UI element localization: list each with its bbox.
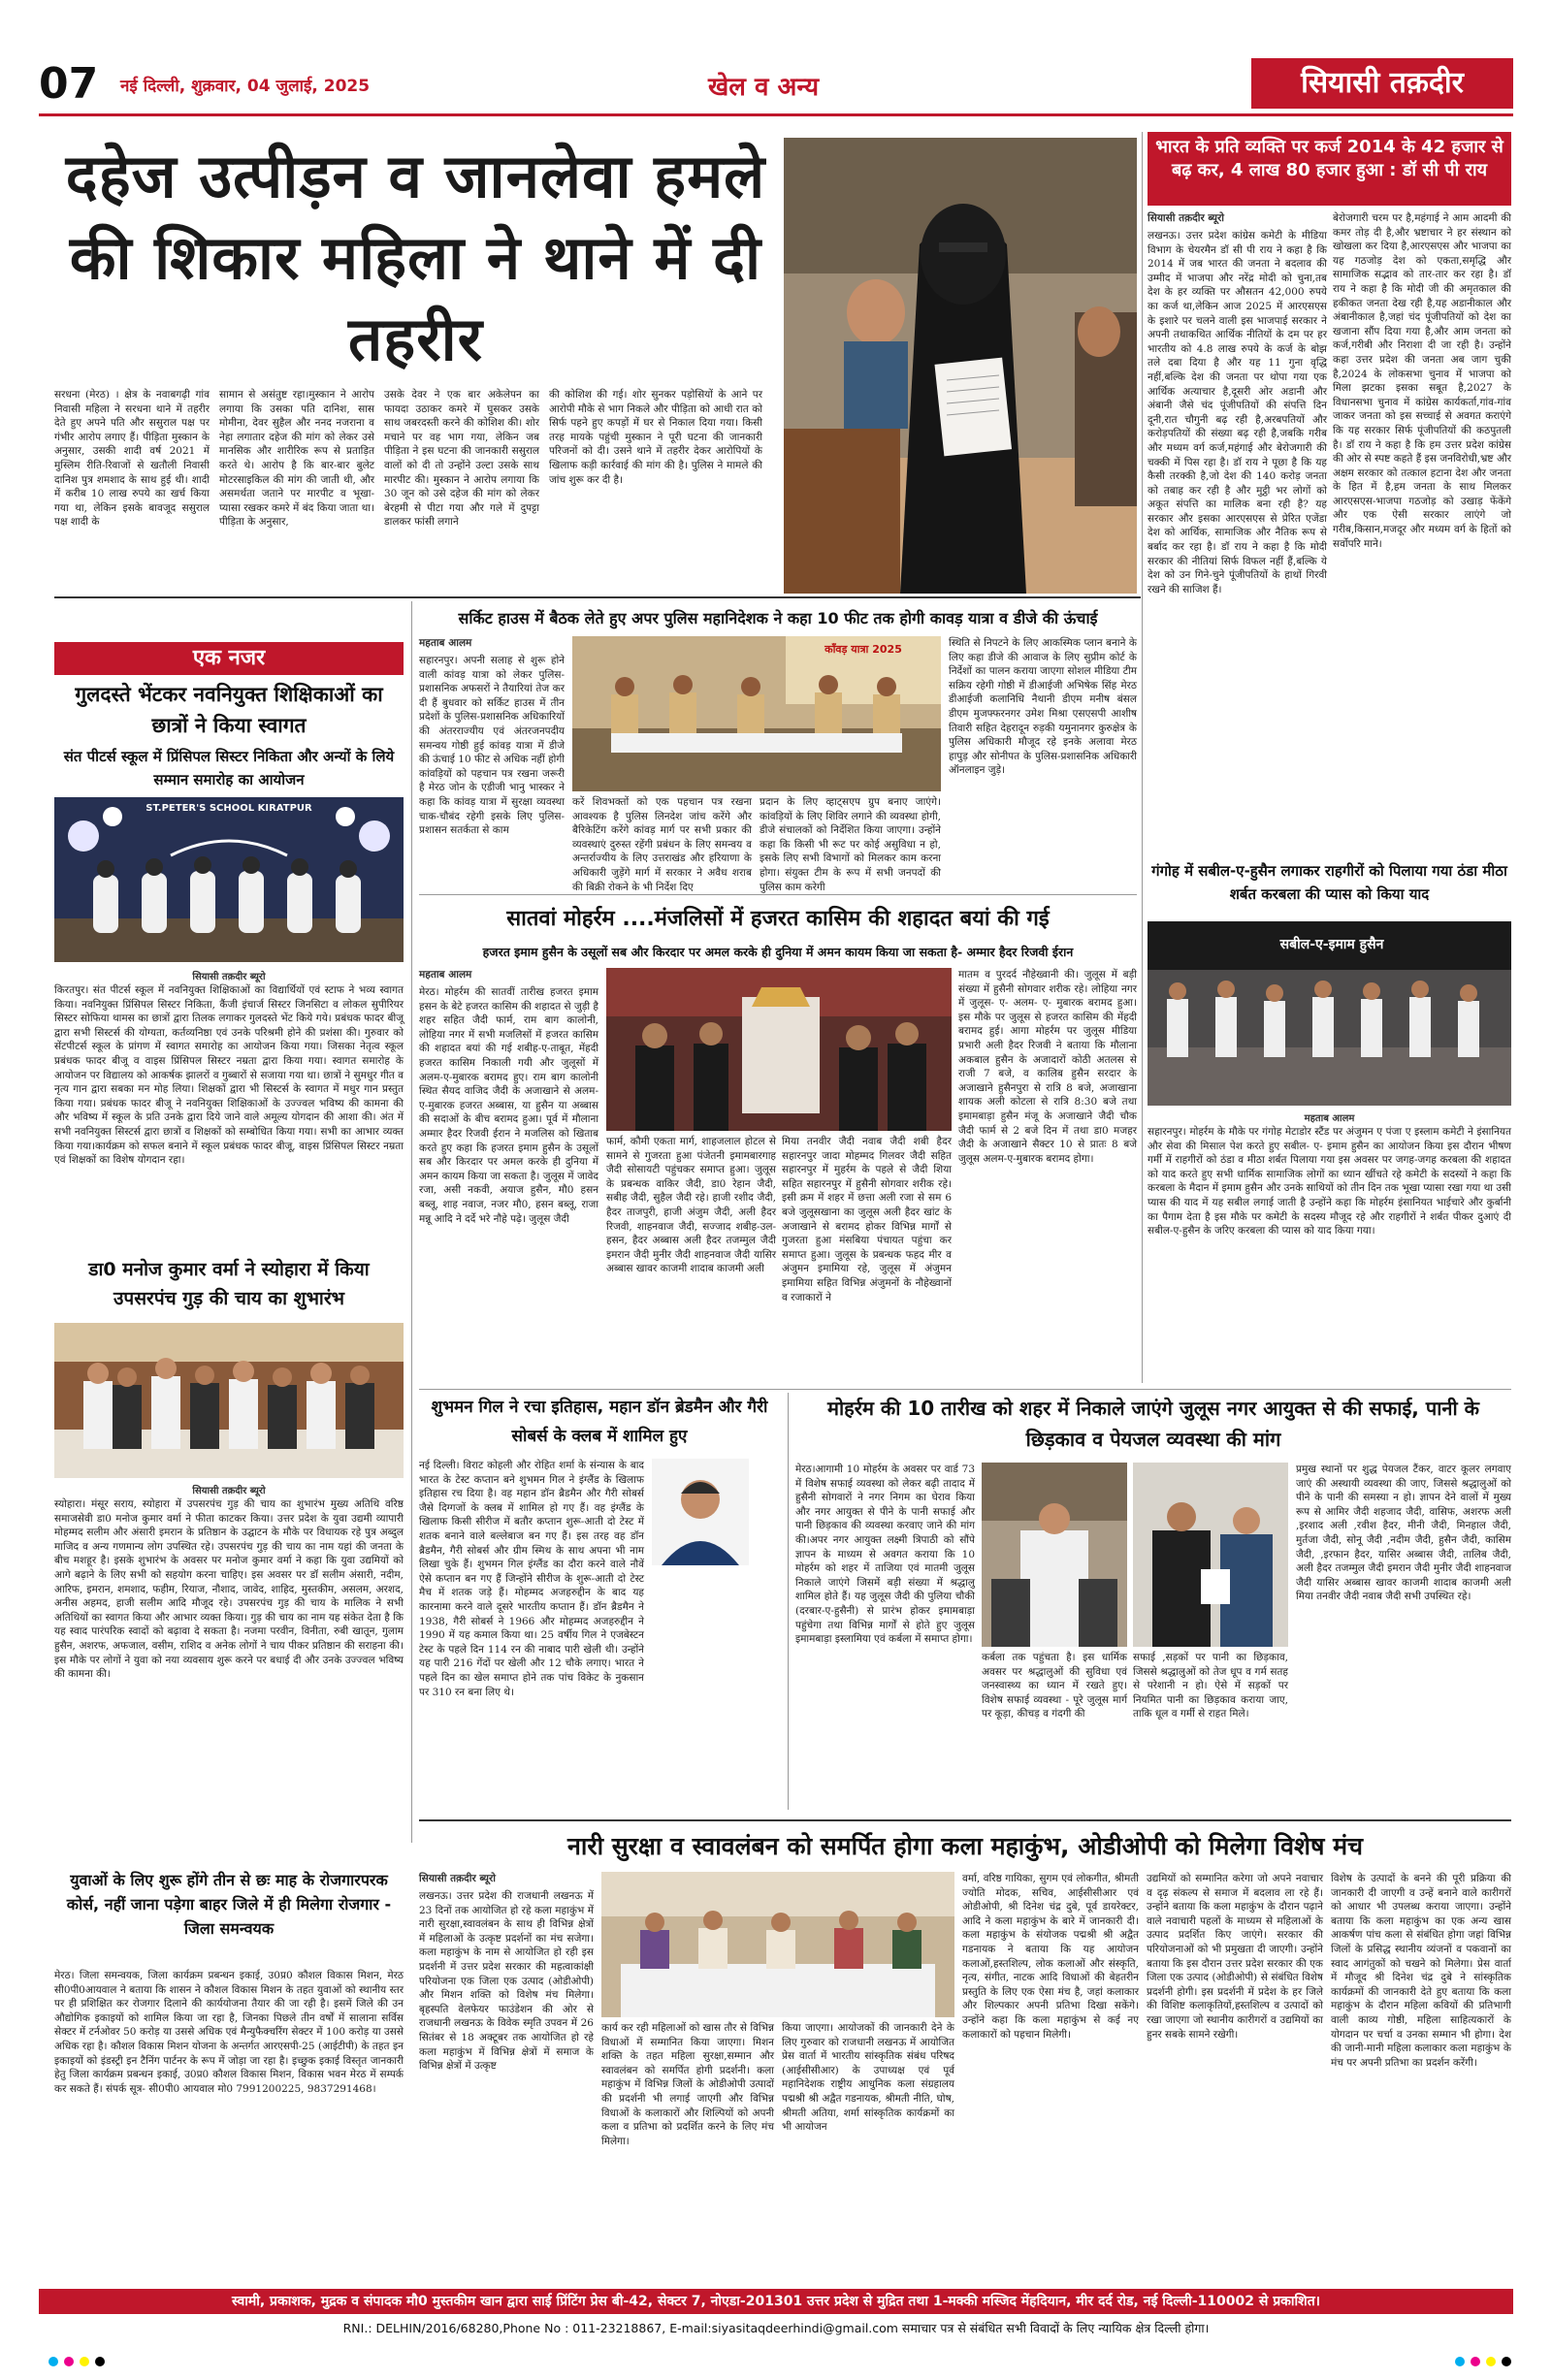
- mahakumbh-photo: [601, 1872, 954, 2017]
- mahakumbh-photo-scene: [601, 1872, 954, 2017]
- gill-body-cont: [419, 1569, 780, 1765]
- section-title: खेल व अन्य: [708, 73, 820, 102]
- teachers-photo: [54, 797, 404, 962]
- kanwar-body-c: प्रदान के लिए व्हाट्सएप ग्रुप बनाए जाएंगे। कांवड़ियों के लिए शिविर लगाने की व्यवस्था होगी, डीजे संचालकों को निर्देशित किया जाएगा। उन्होंने कहा कि किसी भी रूट पर कोई असुविधा न हो, इसके लिए सभी विभागों को मिलकर काम करना होगा। संयुक्त टीम के रूप में सभी जनपदों की पुलिस काम करेगी: [760, 796, 941, 893]
- ek-nazar-label: एक नजर: [54, 642, 404, 675]
- registration-dot: [1502, 2357, 1511, 2366]
- jobs-headline: युवाओं के लिए शुरू होंगे तीन से छः माह के रोजगारपरक कोर्स, नहीं जाना पड़ेगा बाहर जिले में ही मिलेगा रोजगार - जिला समन्वयक: [66, 1871, 392, 1938]
- section-rule: [419, 1819, 1511, 1821]
- kanwar-byline: महताब आलम: [419, 637, 472, 649]
- sabeel-headline: गंगोह में सबील-ए-हुसैन लगाकर राहगीरों को पिलाया गया ठंडा मीठा शर्बत करबला की प्यास को किया याद: [1151, 862, 1507, 903]
- rai-body-b: बेरोजगारी चरम पर है,महंगाई ने आम आदमी की कमर तोड़ दी है,और भ्रष्टाचार ने हर संस्थान को खोखला कर दिया है,आरएसएस और भाजपा का यह गठजोड़ देश को एकता,समृद्धि और सामाजिक सद्भाव को तार-तार कर रहा है। डॉ राय ने कहा है कि मोदी जी की अमृतकाल की हकीकत जनता देख रही है,यह अडानीकाल और अंबानीकाल है,जहां चंद पूंजीपतियों को देश का खजाना सौंप दिया गया है,और आम जनता को कर्ज,गरीबी और निराशा दी जा रही है। उन्होंने कहा उत्तर प्रदेश की जनता अब जाग चुकी है,2024 के लोकसभा चुनाव में भाजपा को मिला झटका इसका सबूत है,2027 के विधानसभा चुनाव में कांग्रेस कार्यकर्ता,गांव-गांव जाकर जनता को इस सच्चाई से अवगत कराएंगे कि यह सरकार सिर्फ पूंजीपतियों की कठपुतली है। डॉ राय ने कहा है कि हम उत्तर प्रदेश कांग्रेस की ओर से स्पष्ट कहते हैं इस जनविरोधी,भ्रष्ट और अक्षम सरकार को तत्काल हटाना देश और जनता के हित में है,हम जनता के साथ मिलकर आरएसएस-भाजपा गठजोड़ को उखाड़ फेंकेंगे और एक ऐसी सरकार लाएंगे जो गरीब,किसान,मजदूर और मध्यम वर्ग के हितों को सर्वोपरि माने।: [1333, 212, 1511, 550]
- mahakumbh-byline: सियासी तक़दीर ब्यूरो: [419, 1873, 497, 1884]
- teachers-subhead: संत पीटर्स स्कूल में प्रिंसिपल सिस्टर निकिता और अन्यों के लिये सम्मान समारोह का आयोजन: [63, 748, 395, 788]
- kanwar-body-d: स्थिति से निपटने के लिए आकस्मिक प्लान बनाने के लिए कहा डीजे की आवाज के लिए सुप्रीम कोर्ट के निर्देशों का पालन कराया जाएगा सोशल मीडिया टीम सक्रिय रहेगी गोष्ठी में डीआईजी अभिषेक सिंह मेरठ डीआईजी कलानिधि नैथानी डीएम मनीष बंसल डीएम मुजफ्फरनगर उमेश मिश्रा एसएसपी आशीष तिवारी सहित देहरादून रुड़की यमुनानगर कुरुक्षेत्र के पुलिस अधिकारी मौजूद रहे इनके अलावा मेरठ हापुड़ और सोनीपत के पुलिस-प्रशासनिक अधिकारी ऑनलाइन जुड़े।: [949, 637, 1137, 777]
- gud-tea-headline: डा0 मनोज कुमार वर्मा ने स्योहारा में किया उपसरपंच गुड़ की चाय का शुभारंभ: [88, 1259, 370, 1309]
- lead-body-col1: सरधना (मेरठ) । क्षेत्र के नवाबगढ़ी गांव निवासी महिला ने सरधना थाने में तहरीर देते हुए अपने पति और ससुराल पक्ष पर गंभीर आरोप लगाए हैं। पीड़िता मुस्कान के अनुसार, उसकी शादी वर्ष 2021 में मुस्लिम रीति-रिवाजों से खतौली निवासी दानिश पुत्र शमशाद के साथ हुई थी। शादी में करीब 10 लाख रुपये का खर्च किया गया था, लेकिन इसके बावजूद ससुराल पक्ष शादी के: [54, 389, 210, 529]
- muharram-col-a: [419, 968, 598, 1385]
- rai-byline: सियासी तक़दीर ब्यूरो: [1148, 212, 1225, 224]
- kanwar-body-b: करें शिवभक्तों को एक पहचान पत्र रखना आवश्यक है पुलिस लिनदेश जांच करेंगे और बैरिकेटिंग करेंगे कांवड़ मार्ग पर सभी प्रकार की व्यवस्थाएं दुरुस्त रहेंगी प्रबंधन के लिए समन्वय व अन्तर्राज्यीय के लिए उत्तराखंड और हरियाणा के अधिकारी जुड़ेंगे मार्ग में सरकार ने अवैध शराब की बिक्री रोकने के भी निर्देश दिए: [572, 796, 752, 893]
- sabeel-body: सहारनपुर। मोहर्रम के मौके पर गंगोह मेटाडोर स्टैंड पर अंजुमन ए पंजा ए इस्लाम कमेटी ने इंसानियत और सेवा की मिसाल पेश करते हुए सबील- ए- इमाम हुसैन का आयोजन किया इस दौरान भीषण गर्मी में राहगीरों को ठंडा व मीठा शर्बत पिलाया गया इस अवसर पर जगह-जगह करबला की शहादत को याद करते हुए सभी धार्मिक सामाजिक लोगों का ध्यान खींचते रहे कमेटी के सदस्यों ने कहा कि करबला के मैदान में इमाम हुसैन और उनके साथियों को तीन दिन तक भूखा प्यासा रखा गया था उसी प्यास की याद में यह सबील लगाई जाती है उन्होंने कहा कि मोहर्रम इंसानियत भाईचारे और कुर्बानी का पैगाम देता है इस मौके पर कमेटी के सदस्य मौजूद रहे और राहगीरों ने शर्बत पीकर दुआएं दी सबील-ए-हुसैन के जरिए करबला की प्यास को याद किया गया।: [1148, 1126, 1511, 1238]
- lead-photo-scene: [784, 138, 1137, 594]
- nagar-ayukt-photo-2-scene: [1133, 1463, 1288, 1647]
- printer-registration-marks: [0, 2343, 1552, 2380]
- muharram-headline: सातवां मोहर्रम ....मंजलिसों में हजरत कासिम की शहादत बयां की गई: [506, 907, 1050, 931]
- registration-dot: [1455, 2357, 1465, 2366]
- nagar-ayukt-headline: मोहर्रम की 10 तारीख को शहर में निकाले जाएंगे जुलूस नगर आयुक्त से की सफाई, पानी के छिड़काव व पेयजल व्यवस्था की मांग: [827, 1397, 1479, 1451]
- gud-tea-photo: [54, 1323, 404, 1478]
- imprint-line: स्वामी, प्रकाशक, मुद्रक व संपादक मौ0 मुस्तकीम खान द्वारा साई प्रिंटिंग प्रेस बी-42, सेक्टर 7, नोएडा-201301 उत्तर प्रदेश से मुद्रित तथा 1-मक्की मस्जिद मेंहदियान, मीर दर्द रोड, नई दिल्ली-110002 से प्रकाशित।: [39, 2289, 1513, 2314]
- muharram-body-b: फार्म, कौमी एकता मार्ग, शाहजलाल होटल से सामने से गुजरता हुआ पंजेतनी इमामबारगाह जैदी सोसायटी पहुंचकर समाप्त हुआ। जुलूस के प्रबन्धक वाकिर जैदी, डा0 रेहान जैदी, सबीह जैदी, सुहैल जैदी रहे। हाजी रशीद जैदी, हैदर ताजपुरी, हाजी अंजुम जैदी, अली हैदर रिजवी, शाहनवाज जैदी, सज्जाद शबीह-उल-हसन, हैदर अब्बास अली हैदर तजम्मुल जैदी इमरान जैदी मुनीर जैदी शाहनवाज जैदी यासिर अब्बास खावर काजमी शादाब काजमी अली: [606, 1136, 776, 1275]
- column-rule: [788, 1393, 789, 1810]
- registration-line: RNI.: DELHIN/2016/68280,Phone No : 011-23218867, E-mail:siyasitaqdeerhindi@gmail.com समाचार पत्र से संबंधित सभी विवादों के लिए न्यायिक क्षेत्र दिल्ली होगा।: [342, 2321, 1210, 2335]
- page-number: 07: [39, 60, 105, 109]
- jobs-body: मेरठ। जिला समन्वयक, जिला कार्यक्रम प्रबन्धन इकाई, उ0प्र0 कौशल विकास मिशन, मेरठ सी0पी0आयवाल ने बताया कि शासन ने कौशल विकास मिशन के तहत युवाओं को स्थानीय स्तर पर ही प्रशिक्षित कर रोजगार दिलाने की कार्ययोजना तैयार की जा रही है। इसमें जिले की उन औद्योगिक इकाइयों को शामिल किया जा रहा है, जिनका पिछले तीन वर्षों में सालाना सर्विस सेक्टर में टर्नओवर 50 करोड़ या उससे अधिक एवं मैन्युफैक्चरिंग सेक्टर में 100 करोड़ या उससे अधिक रहा है। कौशल विकास मिशन योजना के अन्तर्गत आरएसपी-25 (आईटीपी) के तहत इन इकाइयों को इंडस्ट्री इन टैनिंग पार्टनर के रूप में जोड़ा जा रहा है। इच्छुक इकाई विस्तृत जानकारी हेतु जिला कार्यक्रम प्रबन्धन इकाई, उ0प्र0 कौशल विकास मिशन, विकास भवन मेरठ में सम्पर्क कर सकते हैं। संपर्क सूत्र- सी0पी0 आयवाल मो0 7991200225, 9837291468।: [54, 1970, 404, 2095]
- column-rule: [411, 601, 412, 1843]
- gill-body: नई दिल्ली। विराट कोहली और रोहित शर्मा के संन्यास के बाद भारत के टेस्ट कप्तान बने शुभमन गिल ने इंग्लैंड के खिलाफ इतिहास रच दिया है। वह महान डॉन ब्रैडमैन और गैरी सोबर्स जैसे दिग्गजों के क्लब में शामिल हो गए हैं। वह इंग्लैंड के खिलाफ किसी सीरीज में बतौर कप्तान शुरू-आती दो टेस्ट में शतक बनाने वाले बल्लेबाज बन गए हैं। इस तरह वह डॉन ब्रैडमैन, गैरी सोबर्स और ग्रीम स्मिथ के साथ अपना भी नाम लिखा चुके हैं। शुभमन गिल इंग्लैंड का दौरा करने वाले नौवें ऐसे कप्तान बन गए हैं जिन्होंने सीरीज के शुरू-आती दो टेस्ट मैच में शतक जड़े हैं। मोहम्मद अजहरुद्दीन के बाद यह कारनामा करने वाले दूसरे भारतीय कप्तान हैं। डॉन ब्रैडमैन ने 1938, गैरी सोबर्स ने 1966 और मोहम्मद अजहरुद्दीन ने 1990 में यह कमाल किया था। 25 वर्षीय गिल ने एजबेस्टन टेस्ट के पहले दिन 114 रन की नाबाद पारी खेली थी। उन्होंने यह पारी 216 गेंदों पर खेली और 12 चौके लगाए। भारत ने पहले दिन का खेल समाप्त होने तक पांच विकेट के नुकसान पर 310 रन बना लिए थे।: [419, 1460, 644, 1698]
- mahakumbh-body-c: किया जाएगा। आयोजकों की जानकारी देने के लिए गुरुवार को राजधानी लखनऊ में आयोजित प्रेस वार्ता में भारतीय सांस्कृतिक संबंध परिषद (आईसीसीआर) के उपाध्यक्ष एवं पूर्व महानिदेशक राष्ट्रीय आधुनिक कला संग्रहालय पद्मश्री श्री अद्वैत गडनायक, श्रीमती नीति, घोष, श्रीमती अतिया, शर्मा सांस्कृतिक कार्यक्रमों का भी आयोजन: [782, 2022, 954, 2134]
- muharram-byline: महताब आलम: [419, 969, 472, 981]
- teachers-body: किरतपुर। संत पीटर्स स्कूल में नवनियुक्त शिक्षिकाओं का विद्यार्थियों एवं स्टाफ ने भव्य स्वागत किया। नवनियुक्त प्रिंसिपल सिस्टर निकिता, कैंजी इंचार्ज सिस्टर जिनसिटा व लोकल सुपीरियर सिस्टर सोफिया थामस का छात्रों द्वारा तिलक लगाकर गुलदस्ते भेंट किये गये। प्रबंधक फादर बीजू द्वारा सभी सिस्टर्स की योग्यता, कर्तव्यनिष्ठा एवं उनके परिश्रमी होने की प्रशंसा की। गुरुवार को सेंटपीटर्स स्कूल के प्रांगण में स्वागत समारोह का आयोजन किया गया। जिसका नेतृत्व स्कूल प्रबंधक फादर बीजू व वाइस प्रिंसिपल सिस्टर नम्रता द्वारा किया गया। स्वागत समारोह के आयोजन पर विद्यालय को आकर्षक झालरों व गुब्बारों से सजाया गया था। छात्रों ने सुमधुर गीत व नृत्य गान द्वारा सबका मन मोह लिया। शिक्षकों द्वारा भी सिस्टर्स के स्वागत में मधुर गान प्रस्तुत किया गया। प्रबंधक फादर बीजू ने नवनियुक्त शिक्षिकाओं के उज्ज्वल भविष्य की कामना की और भविष्य में स्कूल के प्रति उनके द्वारा दिये जाने वाले अमूल्य योगदान की आशा की। अंत में सभी नवनियुक्त सिस्टर्स द्वारा छात्रों व शिक्षकों को सम्बोधित किया गया। सभी का आभार व्यक्त किया गया।कार्यक्रम को सफल बनाने में स्कूल प्रबंधक फादर बीजू, वाइस प्रिंसिपल सिस्टर नम्रता एवं शिक्षकों का विशेष योगदान रहा।: [54, 984, 404, 1167]
- rai-body-a: लखनऊ। उत्तर प्रदेश कांग्रेस कमेटी के मीडिया विभाग के चेयरमैन डॉ सी पी राय ने कहा है कि 2014 में जब भारत की जनता ने बदलाव की उम्मीद में भाजपा और नरेंद्र मोदी को चुना,तब देश के हर व्यक्ति पर औसतन 42,000 रुपये का कर्ज था,लेकिन आज 2025 में आरएसएस के इशारे पर चलने वाली इस भाजपाई सरकार ने अपनी तथाकथित आर्थिक नीतियों के दम पर हर भारतीय को 4.8 लाख रुपये के कर्ज के बोझ तले दबा दिया है और यह 11 गुना वृद्धि नहीं,बल्कि देश की जनता पर थोपा गया एक आर्थिक अत्याचार है,दूसरी ओर अडानी और अंबानी जैसे चंद पूंजीपतियों की संपत्ति दिन दूनी,रात चौगुनी बढ़ रही है,अरबपतियों और करोड़पतियों की संख्या बढ़ रही है,जबकि गरीब और मध्यम वर्ग कर्ज,महंगाई और बेरोजगारी की चक्की में पिस रहा है। डॉ राय ने पूछा है कि यह कैसी तरक्की है,जो देश की 140 करोड़ जनता को तबाह कर रही है और मुट्ठी भर लोगों को अकूत संपत्ति का मालिक बना रही है? यह सरकार और इसका आरएसएस से प्रेरित एजेंडा देश को आर्थिक, सामाजिक और नैतिक रूप से बर्बाद कर रहा है। डॉ राय ने कहा है कि मोदी सरकार की नीतियां सिर्फ विफल नहीं हैं,बल्कि ये देश को उन गिने-चुने पूंजीपतियों के हाथों गिरवी रखने की साजिश हैं।: [1148, 230, 1327, 595]
- gill-photo: [652, 1459, 749, 1565]
- kanwar-body-a: सहारनपुर। अपनी सलाह से शुरू होने वाली कांवड़ यात्रा को लेकर पुलिस-प्रशासनिक अफसरों ने तैयारियां तेज कर दी हैं बुधवार को सर्किट हाउस में तीन प्रदेशों के पुलिस-प्रशासनिक अधिकारियों की अंतरराज्यीय एवं अंतरजनपदीय समन्वय गोष्ठी हुई कांवड़ यात्रा में डीजे की ऊंचाई 10 फीट से अधिक नहीं होगी कांवड़ियों को पहचान पत्र रखना जरूरी है मेरठ जोन के एडीजी भानु भास्कर ने कहा कि कांवड़ यात्रा में सुरक्षा व्यवस्था चाक-चौबंद रहेगी इसके लिए पुलिस-प्रशासन सतर्कता से काम: [419, 655, 565, 837]
- brand-title: सियासी तक़दीर: [1251, 58, 1513, 109]
- lead-body-col4: की कोशिश की गई। शोर सुनकर पड़ोसियों के आने पर आरोपी मौके से भाग निकले और पीड़िता को आधी रात को सिर्फ पहने हुए कपड़ों में घर से निकाल दिया गया। किसी तरह मायके पहुंची मुस्कान ने पूरी घटना की जानकारी परिजनों को दी। उसने थाने में तहरीर देकर आरोपियों के खिलाफ कड़ी कार्रवाई की मांग की है। पुलिस ने मामले की जांच शुरू कर दी है।: [549, 389, 762, 486]
- rai-col-a: [1148, 211, 1327, 852]
- gud-tea-photo-scene: [54, 1323, 404, 1478]
- nagar-ayukt-body-c: सफाई ,सड़कों पर पानी का छिड़काव, जिससे श्रद्धालुओं को तेज धूप व गर्म सतह से परेशानी न हो। ऐसे में सड़कों पर नियमित पानी का छिड़काव कराया जाए, ताकि धूल व गर्मी से राहत मिले।: [1133, 1652, 1288, 1721]
- mahakumbh-headline: नारी सुरक्षा व स्वावलंबन को समर्पित होगा कला महाकुंभ, ओडीओपी को मिलेगा विशेष मंच: [567, 1832, 1363, 1860]
- mahakumbh-body-b: कार्य कर रही महिलाओं को खास तौर से विभिन्न विधाओं में सम्मानित किया जाएगा। मिशन शक्ति के तहत महिला सुरक्षा,सम्मान और स्वावलंबन को समर्पित होगी प्रदर्शनी। कला महाकुंभ में विभिन्न जिलों के ओडीओपी उत्पादों की प्रदर्शनी भी लगाई जाएगी और विभिन्न विधाओं के कलाकारों और शिल्पियों को अपनी कला व प्रतिभा को प्रदर्शित करने के लिए मंच मिलेगा।: [601, 2022, 774, 2147]
- gill-body-top: [419, 1459, 644, 1698]
- muharram-body-c: मिया तनवीर जैदी नवाब जैदी शबी हैदर सहारनपुर जादा मोहम्मद गिलवर जैदी सहित सहारनपुर में मुहर्रम के पहले से जैदी शिया सहित सहारनपुर में हुसैनी सोगवार शरीक रहे। इसी क्रम में शहर में छत्ता अली रजा से सम 6 बजे जुलूसखाना का जुलूस अली हैदर खांट के अजाखाने से बरामद होकर विभिन्न मार्गों से गुजरता हुआ मंसबिया पंचायत पहुंचा कर समाप्त हुआ। जुलूस के प्रबन्धक फहद मीर व अंजुमन इमामिया रहे, जुलूस में अंजुमन इमामिया सहित विभिन्न अंजुमनों के नौहेख्वानों व रजाकारों ने: [782, 1136, 952, 1303]
- lead-headline: दहेज उत्पीड़न व जानलेवा हमले की शिकार महिला ने थाने में दी तहरीर: [65, 141, 766, 374]
- mahakumbh-body-f: विशेष के उत्पादों के बनने की पूरी प्रक्रिया की जानकारी दी जाएगी व उन्हें बनाने वाले कारीगरों को आधार भी उपलब्ध कराया जाएगा। उन्होंने बताया कि कला महाकुंभ का एक अन्य खास आकर्षण पांच कला से संबंधित होगा जहां विभिन्न जिलों के प्रसिद्ध स्थानीय व्यंजनों व पकवानों का स्वाद आगंतुकों को चखने को मिलेगा। प्रेस वार्ता में मौजूद श्री दिनेश चंद्र दुबे ने सांस्कृतिक कार्यक्रमों की जानकारी देते हुए बताया कि कला महाकुंभ के दौरान महिला कवियों की प्रतिभागी वाली काव्य गोष्ठी, महिला साहित्यकारों के योगदान पर चर्चा व उनका सम्मान भी होगा। देश की जानी-मानी महिला कलाकार कला महाकुंभ के मंच पर अपनी प्रतिभा का प्रदर्शन करेंगी।: [1331, 1873, 1511, 2069]
- sabeel-photo: [1148, 921, 1511, 1106]
- kanwar-photo-scene: [572, 636, 941, 791]
- kanwar-headline: सर्किट हाउस में बैठक लेते हुए अपर पुलिस महानिदेशक ने कहा 10 फीट तक होगी कावड़ यात्रा व डीजे की ऊंचाई: [458, 609, 1098, 627]
- masthead: [39, 60, 1513, 116]
- edition-date: नई दिल्ली, शुक्रवार, 04 जुलाई, 2025: [120, 77, 371, 96]
- gill-headline: शुभमन गिल ने रचा इतिहास, महान डॉन ब्रेडमैन और गैरी सोबर्स के क्लब में शामिल हुए: [431, 1398, 768, 1446]
- kanwar-col-a: [419, 636, 565, 890]
- gud-tea-body: स्योहारा। मंसूर सराय, स्योहारा में उपसरपंच गुड़ की चाय का शुभारंभ मुख्य अतिथि वरिष्ठ समाजसेवी डा0 मनोज कुमार वर्मा ने फीता काटकर किया। उत्तर प्रदेश के युवा उद्यमी व्यापारी मोहम्मद सलीम और अंसारी इमरान के प्रतिष्ठान के उद्घाटन के मौके पर विधायक रहे पुत्र अब्दुल माजिद व अन्य गणमान्य लोग उपस्थित रहे। उपसरपंच गुड़ की चाय का नाम यहां की जनता के बीच मशहूर है। इसके शुभारंभ के अवसर पर मनोज कुमार वर्मा ने कहा कि युवा उद्यमियों को आगे बढ़ाने के लिए सभी को सहयोग करना चाहिए। इस अवसर पर डॉ सलीम अंसारी, नदीम, आरिफ, इमरान, शमशाद, फहीम, रियाज, नौशाद, जावेद, शाहिद, मुस्तकीम, असलम, अरशद, अनीस अहमद, हाजी सलीम आदि मौजूद रहे। उपसरपंच गुड़ की चाय के मालिक ने सभी अतिथियों का स्वागत किया और आभार व्यक्त किया। गुड़ की चाय का नाम यह संकेत देता है कि यह स्वाद पारंपरिक स्वादों को बढ़ावा दे सकता है। नजमा परवीन, विनीता, रुबी खातून, गुलाम हुसैन, अशरफ, अफजाल, वसीम, राशिद व अनेक लोगों ने चाय पीकर प्रतिष्ठान की सराहना की। इस मौके पर लोगों ने युवा को नया व्यवसाय शुरू करने पर बधाई दी और उनके उज्ज्वल भविष्य की कामना की।: [54, 1498, 404, 1681]
- registration-dot: [95, 2357, 105, 2366]
- column-rule: [1142, 132, 1143, 1383]
- nagar-ayukt-body-d: प्रमुख स्थानों पर शुद्ध पेयजल टैंकर, वाटर कूलर लगवाए जाएं की अस्थायी व्यवस्था की जाए, जिससे श्रद्धालुओं को पीने के पानी की समस्या न हो। ज्ञापन देने वालों में मुख्य रूप से आमिर जैदी शहजाद जैदी, वासिफ, अशरफ अली ,इरशाद अली ,रवीश हैदर, मीनी जैदी, मिनहाल जैदी, मुर्तजा जैदी, सोनू जैदी ,नदीम जैदी, हुसैन जैदी, कासिम जैदी, ,इरफान हैदर, यासिर अब्बास जैदी, तालिब जैदी, अली हैदर तजम्मुल जैदी इमरान जैदी मुनीर जैदी शाहनवाज जैदी यासिर अब्बास खावर काजमी शादाब काजमी अली मिया तनवीर जैदी नवाब जैदी सभी उपस्थित रहे।: [1296, 1463, 1511, 1603]
- gud-tea-byline: सियासी तक़दीर ब्यूरो: [192, 1486, 266, 1496]
- section-rule: [54, 596, 1141, 598]
- mahakumbh-col-a: [419, 1872, 594, 2279]
- muharram-photo-scene: [606, 968, 952, 1131]
- registration-dot: [80, 2357, 89, 2366]
- nagar-ayukt-body-b: कर्बला तक पहुंचता है। इस धार्मिक अवसर पर श्रद्धालुओं की सुविधा एवं जनस्वास्थ्य का ध्यान में रखते हुए। विशेष सफाई व्यवस्था - पूरे जुलूस मार्ग पर कूड़ा, कीचड़ व गंदगी की: [982, 1652, 1127, 1721]
- muharram-subhead: हजरत इमाम हुसैन के उसूलों सब और किरदार पर अमल करके ही दुनिया में अमन कायम किया जा सकता है- अम्मार हैदर रिजवी ईरान: [482, 945, 1074, 959]
- registration-dot: [1471, 2357, 1480, 2366]
- sabeel-photo-banner: सबील-ए-इमाम हुसैन: [1279, 937, 1384, 952]
- teachers-photo-scene: [54, 797, 404, 962]
- sabeel-byline: महताब आलम: [1304, 1113, 1355, 1124]
- rai-headline: भारत के प्रति व्यक्ति पर कर्ज 2014 के 42 हजार से बढ़ कर, 4 लाख 80 हजार हुआ : डॉ सी पी राय: [1148, 132, 1511, 206]
- teachers-photo-banner: ST.PETER'S SCHOOL KIRATPUR: [146, 803, 312, 814]
- kanwar-photo: [572, 636, 941, 791]
- nagar-ayukt-body-a: मेरठ।आगामी 10 मोहर्रम के अवसर पर वार्ड 73 में विशेष सफाई व्यवस्था को लेकर बढ़ी तादाद में हुसैनी सोगवारों ने नगर निगम का घेराव किया और नगर आयुक्त से पीने के पानी सफाई और पानी छिड़काव की व्यवस्था करवाए जाने की मांग की।अपर नगर आयुक्त लक्ष्मी त्रिपाठी को सौंपे ज्ञापन के माध्यम से अवगत कराया कि 10 मोहर्रम को शहर में ताजिया एवं मातमी जुलूस निकाले जाएंगे जिसमें बड़ी संख्या में श्रद्धालु शामिल होते हैं। यह जुलूस जैदी की पुलिया चौकी (दरबार-ए-हुसैनी) से प्रारंभ होकर इमामबाड़ा पहुंचेगा तथा विभिन्न मार्गों से होते हुए जुलूस इमामबाड़ा इस्लामिया एवं कर्बला में समाप्त होगा।: [795, 1463, 975, 1646]
- nagar-ayukt-photo-1-scene: [982, 1463, 1127, 1647]
- section-rule: [419, 894, 1137, 895]
- lead-photo: [784, 138, 1137, 594]
- mahakumbh-body-d: वर्मा, वरिष्ठ गायिका, सुगम एवं लोकगीत, श्रीमती ज्योति मोदक, सचिव, आईसीसीआर एवं ओडीओपी, श्री दिनेश चंद्र दुबे, पूर्व डायरेक्टर, आदि ने कला महाकुंभ के बारे में जानकारी दी। कला महाकुंभ के संयोजक पद्मश्री श्री अद्वैत गडनायक ने बताया कि यह आयोजन कलाओं,हस्तशिल्प, लोक कलाओं और संस्कृति, नृत्य, संगीत, नाटक आदि विधाओं की बेहतरीन प्रस्तुति के लिए एक ऐसा मंच है, जहां कलाकार और शिल्पकार अपनी प्रतिभा दिखा सकेंगे। उन्होंने कहा कि कला महाकुंभ से कई नए कलाकारों को पहचान मिलेगी।: [962, 1873, 1139, 2041]
- nagar-ayukt-photo-2: [1133, 1463, 1288, 1647]
- mahakumbh-body-a: लखनऊ। उत्तर प्रदेश की राजधानी लखनऊ में 23 दिनों तक आयोजित हो रहे कला महाकुंभ में नारी सुरक्षा,स्वावलंबन के साथ ही विभिन्न क्षेत्रों में महिलाओं के उत्कृष्ट प्रदर्शनों का मंच सजेगा। कला महाकुंभ के नाम से आयोजित हो रही इस प्रदर्शनी में उत्तर प्रदेश सरकार की महत्वाकांक्षी परियोजना एक जिला एक उत्पाद (ओडीओपी) और मिशन शक्ति को विशेष मंच मिलेगा। बृहस्पति वेलफेयर फाउंडेशन की ओर से राजधानी लखनऊ के विवेक स्मृति उपवन में 26 सितंबर से 18 अक्टूबर तक आयोजित हो रहे कला महाकुंभ में विभिन्न क्षेत्रों में समाज के विभिन्न क्षेत्रों में उत्कृष्ट: [419, 1890, 594, 2073]
- teachers-byline: सियासी तक़दीर ब्यूरो: [192, 972, 266, 982]
- lead-body-col3: उसके देवर ने एक बार अकेलेपन का फायदा उठाकर कमरे में घुसकर उसके साथ जबरदस्ती करने की कोशिश की। शोर मचाने पर वह भाग गया, लेकिन जब पीड़िता ने इस घटना की जानकारी ससुराल वालों को दी तो उन्होंने उल्टा उसके साथ मारपीट की। मुस्कान ने आरोप लगाया कि 30 जून को उसे दहेज की मांग को लेकर बेरहमी से पीटा गया और गले में दुपट्टा डालकर फांसी लगाने: [384, 389, 539, 529]
- registration-dot: [64, 2357, 74, 2366]
- gill-photo-scene: [652, 1459, 749, 1565]
- muharram-body-d: मातम व पुरदर्द नौहेख्वानी की। जुलूस में बड़ी संख्या में हुसैनी सोगवार शरीक रहे। लोहिया नगर में जुलूस- ए- अलम- ए- मुबारक बरामद हुआ। इस मौके पर जुलूस से हजरत कासिम की मेंहदी बरामद हुई। आगा मोहर्रम पर जुलूस मीडिया प्रभारी अली हैदर रिजवी ने बताया कि मौलाना अकबाल हुसैन के अजादारों कोठी अतलस से राजी 7 बजे, व कालिब हुसैन सरदार के अजाखाने हुसैनपुरा से रात्रि 8 बजे, अजाखाना शायक अली कोटला से रात्रि 8:30 बजे तथा इमामबाड़ा हुसैन मंजू के अजाखाने जैदी चौक जैदी फार्म से 2 बजे दिन में तथा डा0 मजहर जैदी के अजाखाने सैक्टर 10 से प्रातः 8 बजे जुलूस अलम-ए-मुबारक बरामद होगा।: [958, 969, 1137, 1165]
- registration-dot: [48, 2357, 58, 2366]
- muharram-photo: [606, 968, 952, 1131]
- teachers-headline: गुलदस्ते भेंटकर नवनियुक्त शिक्षिकाओं का छात्रों ने किया स्वागत: [75, 683, 383, 737]
- registration-dot: [1486, 2357, 1496, 2366]
- section-rule: [419, 1389, 1511, 1390]
- nagar-ayukt-photo-1: [982, 1463, 1127, 1647]
- kanwar-photo-banner: काँवड़ यात्रा 2025: [824, 643, 902, 656]
- lead-body-col2: सामान से असंतुष्ट रहा।मुस्कान ने आरोप लगाया कि उसका पति दानिश, सास मोमीना, देवर सुहैल और ननद नजराना व नेहा लगातार दहेज की मांग को लेकर उसे मानसिक और शारीरिक रूप से प्रताड़ित करते थे। आरोप है कि बार-बार बुलेट मोटरसाइकिल की मांग की जाती थी, और असमर्थता जताने पर मारपीट व भूखा-प्यासा रखकर कमरे में बंद किया जाता था। पीड़िता के अनुसार,: [219, 389, 374, 529]
- mahakumbh-body-e: उद्यमियों को सम्मानित करेगा जो अपने नवाचार व दृढ़ संकल्प से समाज में बदलाव ला रहे हैं। उन्होंने बताया कि कला महाकुंभ के दौरान पढ़ाने वाले नवाचारी पहलों के माध्यम से महिलाओं के उत्पाद प्रदर्शित किए जाएंगे। सरकार की परियोजनाओं को भी प्रमुखता दी जाएगी। उन्होंने बताया कि इस दौरान उत्तर प्रदेश सरकार की एक जिला एक उत्पाद (ओडीओपी) से संबंधित विशेष प्रदर्शनी होगी। इस प्रदर्शनी में प्रदेश के हर जिले की विशिष्ट कलाकृतियों,हस्तशिल्प व उत्पादों को रखा जाएगा जो स्थानीय कारीगरों व उद्यमियों का हुनर सबके सामने रखेगी।: [1147, 1873, 1323, 2041]
- muharram-body-a: मेरठ। मोहर्रम की सातवीं तारीख हजरत इमाम हसन के बेटे हजरत कासिम की शहादत से जुड़ी है शहर सहित जैदी फार्म, राम बाग कालोनी, लोहिया नगर में सभी मजलिसों में हजरत कासिम की शहादत बयां की गई शबीह-ए-ताबूत, मेंहदी हजरत कासिम निकाली गयी और जुलूसों में अलम-ए-मुबारक बरामद हुए। राम बाग कालोनी स्थित सैयद वाजिद जैदी के अजाखाने से अलम-ए-मुबारक हजरत अब्बास, या हुसैन या अब्बास की सदाओं के बीच बरामद हुआ। पूर्व में मौलाना अम्मार हैदर रिजवी ईरान ने मजलिस को खिताब करते हुए कहा कि हजरत इमाम हुसैन के उसूलों सब और किरदार पर अमल करके ही दुनिया में अमन कायम किया जा सकता है। जुलूस में जावेद रजा, असी नकवी, अयाज हुसैन, मौ0 हसन बब्लू, शाह नवाज, नजर मौ0, हसन बब्लू, राजा मन्नू आदि ने दर्दे भरे नौहे पढ़े। जुलूस जैदी: [419, 986, 598, 1225]
